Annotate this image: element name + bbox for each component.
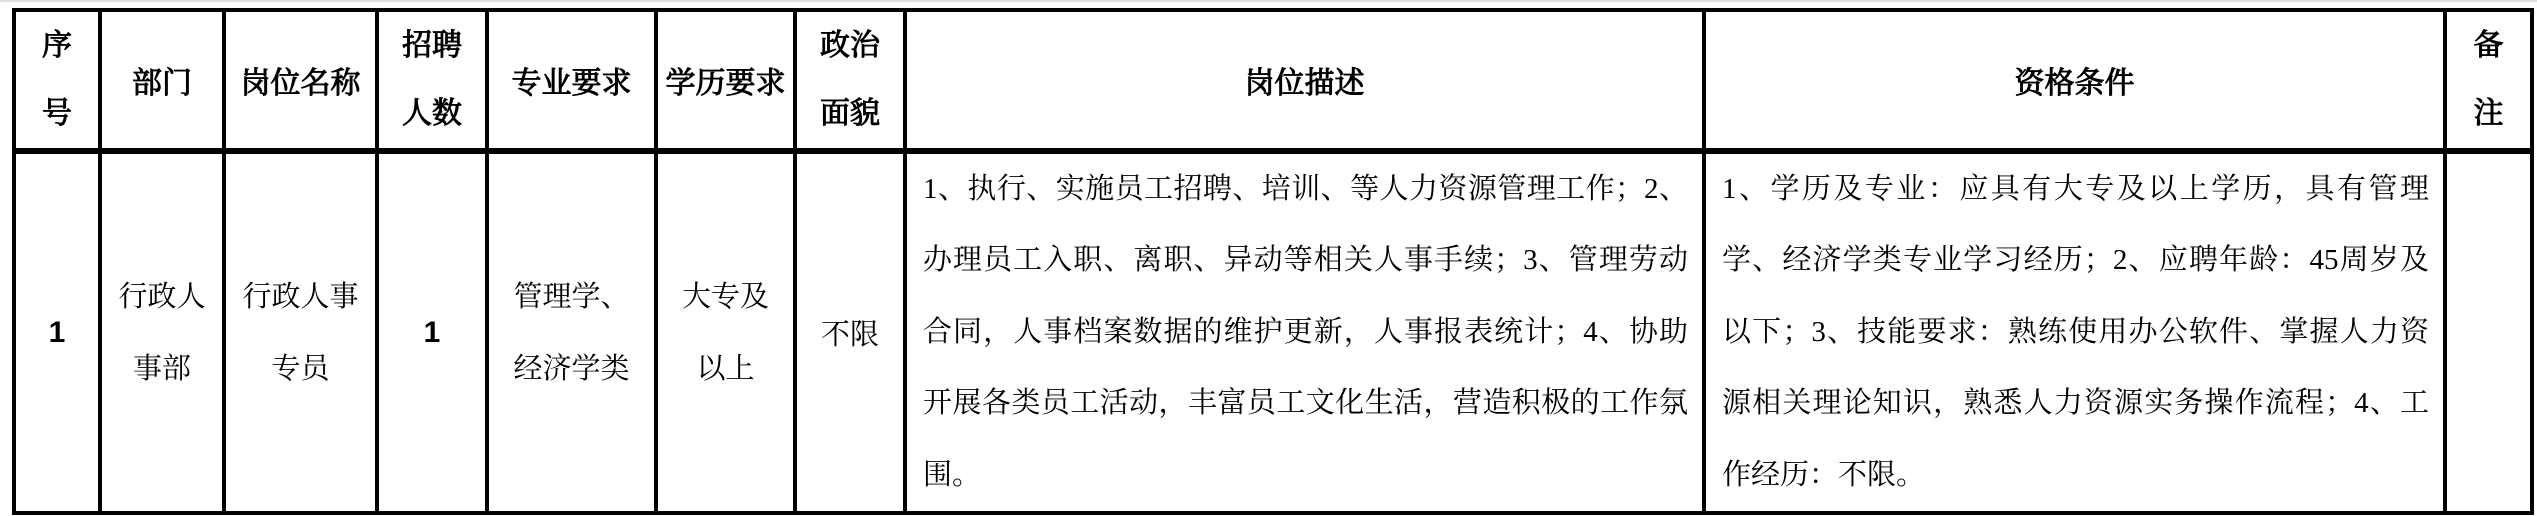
header-label-line: 备: [2473, 29, 2504, 62]
job-description-line: 开展各类员工活动，丰富员工文化生活，营造积极的工作氛: [923, 387, 1688, 420]
cell-headcount: [377, 151, 487, 513]
header-cell-department: [100, 10, 224, 151]
headcount-value: 1: [423, 315, 441, 349]
header-cell-political-status: [795, 10, 905, 151]
department-line: 事部: [132, 352, 191, 385]
header-cell-position-name: [224, 10, 377, 151]
header-label: 专业要求: [511, 67, 632, 100]
job-description-line: 1、执行、实施员工招聘、培训、等人力资源管理工作；2、: [923, 173, 1688, 205]
cell-department: [100, 151, 224, 513]
recruitment-positions-table: [12, 8, 2534, 515]
header-cell-remark: [2445, 10, 2532, 151]
header-row: [14, 10, 2532, 151]
qualification-line: 学、经济学类专业学习经历；2、应聘年龄：45周岁及: [1722, 244, 2429, 277]
cell-position-name: [224, 151, 377, 513]
job-description-line: 围。: [923, 458, 982, 491]
qualification-line: 1、学历及专业：应具有大专及以上学历，具有管理: [1722, 173, 2429, 205]
header-label: 岗位名称: [240, 67, 361, 100]
cell-education-requirement: [656, 151, 795, 513]
qualification-line: 作经历：不限。: [1722, 458, 1926, 491]
cell-major-requirement: [487, 151, 656, 513]
header-cell-serial-number: [14, 10, 100, 151]
header-label: 资格条件: [2014, 67, 2135, 100]
cell-political-status: [795, 151, 905, 513]
header-cell-qualification: [1704, 10, 2445, 151]
header-cell-job-description: [905, 10, 1704, 151]
education-requirement-line: 大专及: [681, 280, 769, 313]
job-description-line: 办理员工入职、离职、异动等相关人事手续；3、管理劳动: [923, 244, 1688, 277]
header-label-line: 注: [2473, 97, 2504, 130]
cell-remark: [2445, 151, 2532, 513]
header-cell-education-requirement: [656, 10, 795, 151]
qualification-line: 源相关理论知识，熟悉人力资源实务操作流程；4、工: [1722, 387, 2429, 420]
header-label: 学历要求: [665, 67, 786, 100]
header-label: 岗位描述: [1244, 67, 1365, 100]
cell-qualification: [1704, 151, 2445, 513]
job-description-line: 合同，人事档案数据的维护更新，人事报表统计；4、协助: [923, 315, 1688, 348]
header-cell-major-requirement: [487, 10, 656, 151]
major-requirement-line: 管理学、: [513, 280, 630, 313]
department-line: 行政人: [118, 280, 206, 313]
header-cell-headcount: [377, 10, 487, 151]
header-label-line: 人数: [402, 97, 462, 130]
header-label-line: 序: [42, 29, 72, 62]
header-label-line: 政治: [820, 29, 880, 62]
education-requirement-line: 以上: [696, 352, 755, 385]
qualification-line: 以下；3、技能要求：熟练使用办公软件、掌握人力资: [1722, 315, 2429, 348]
serial-number-value: 1: [48, 315, 66, 349]
cell-job-description: [905, 151, 1704, 513]
header-label: 部门: [132, 67, 192, 100]
position-name-line: 专员: [271, 352, 330, 385]
position-name-line: 行政人事: [242, 280, 359, 313]
political-status-value: 不限: [820, 319, 879, 352]
page-top-edge: [0, 0, 2537, 2]
major-requirement-line: 经济学类: [513, 352, 630, 385]
header-label-line: 招聘: [402, 29, 462, 62]
header-label-line: 面貌: [820, 97, 880, 130]
cell-serial-number: [14, 151, 100, 513]
header-label-line: 号: [42, 97, 72, 130]
table-row: [14, 151, 2532, 513]
